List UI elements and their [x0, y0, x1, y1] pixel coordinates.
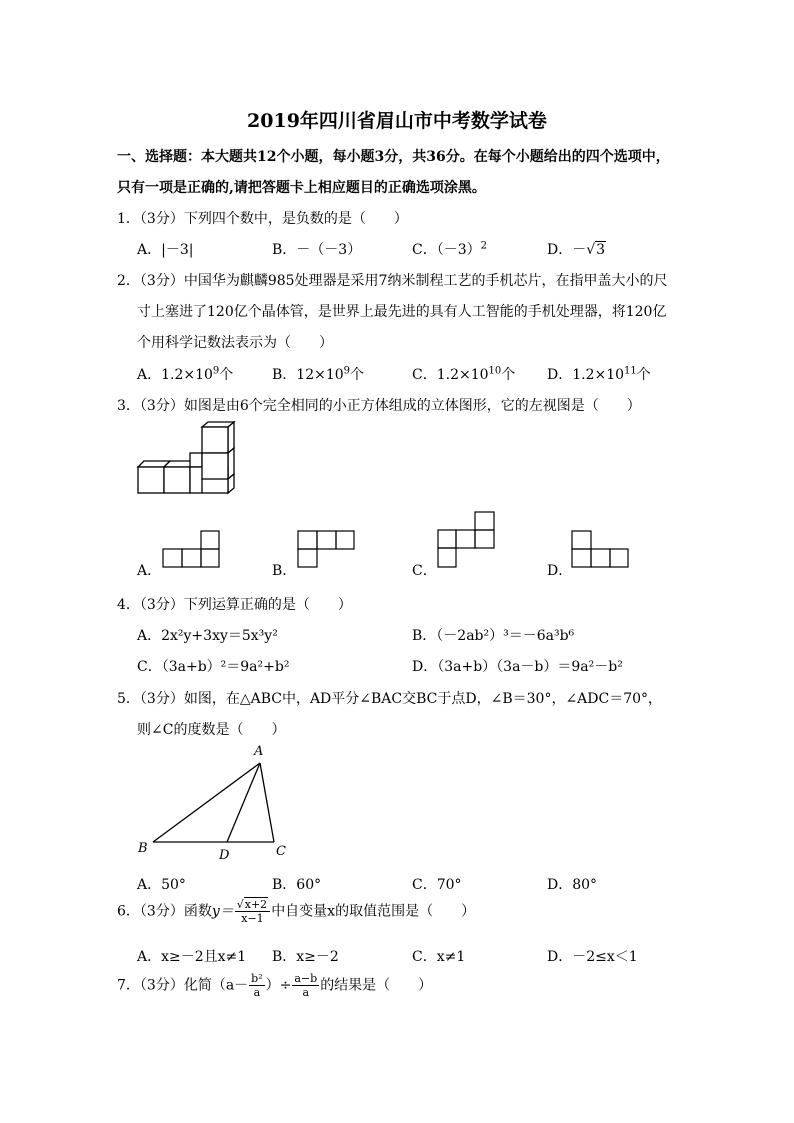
question-7-stem: 7．（3分）化简（a－ $\frac{\text{b²}}{a}$ ）÷ $\frac{a-b}{a}$ 的结果是（ ）	[117, 972, 433, 999]
question-3-stem: 3．（3分）如图是由6个完全相同的小正方体组成的立体图形，它的左视图是（ ）	[117, 398, 641, 414]
q2-option-a: A．$1.2\times 10^9$个	[137, 365, 234, 383]
question-2-line2: 寸上塞进了120亿个晶体管，是世界上最先进的具有人工智能的手机处理器，将120亿	[137, 304, 667, 320]
question-2-line1: 2．（3分）中国华为麒麟985处理器是采用7纳米制程工艺的手机芯片，在指甲盖大小的尺	[117, 273, 668, 289]
question-5-line1: 5．（3分）如图，在△ABC中，AD平分∠BAC交BC于点D，∠B＝30°，∠ADC＝70°，	[117, 691, 663, 707]
cube-solid-figure	[136, 422, 246, 497]
q3-option-a-figure	[162, 530, 220, 568]
q1-option-d: D．－√3	[547, 242, 606, 258]
q3-option-a-label: A．	[137, 563, 162, 579]
q1-option-b: B．－（－3）	[272, 242, 362, 258]
question-1-stem: 1．（3分）下列四个数中，是负数的是（ ）	[117, 211, 408, 227]
vertex-label-c: C	[276, 844, 286, 859]
q3-option-b-label: B．	[272, 563, 297, 579]
q6-fraction: $\frac{√x+2}{x-1}$	[235, 898, 270, 925]
page-title: 2019年四川省眉山市中考数学试卷	[247, 110, 547, 132]
q5-option-d: D．80°	[547, 877, 598, 893]
q7-fraction-1: $\frac{\text{b²}}{a}$	[251, 972, 263, 999]
q5-option-b: B．60°	[272, 877, 322, 893]
q3-option-d-figure	[571, 530, 629, 568]
q4-option-d: D．（3a+b）（3a－b）＝9a²－b²	[412, 659, 623, 675]
q4-option-a: A．2x²y+3xy＝5x³y²	[137, 628, 278, 644]
q5-option-a: A．50°	[137, 877, 186, 893]
q4-option-b: B．（－2ab²）³＝－6a³b⁶	[412, 628, 575, 644]
q7-fraction-2: $\frac{a-b}{a}$	[294, 972, 318, 999]
q6-option-d: D．－2≤x＜1	[547, 949, 638, 965]
q2-option-b: B．$12\times 10^9$个	[272, 365, 365, 383]
vertex-label-a: A	[254, 744, 264, 759]
vertex-label-b: B	[138, 841, 148, 856]
q6-option-b: B．x≥－2	[272, 949, 339, 965]
q1-option-a: A．|－3|	[137, 242, 194, 258]
question-6-stem: 6．（3分）函数y＝ $\frac{√x+2}{x-1}$ 中自变量x的取值范围是（ ）	[117, 898, 476, 925]
triangle-figure	[135, 742, 300, 862]
q2-option-d: D．$1.2\times 10^{11}$个	[547, 365, 651, 383]
question-2-line3: 个用科学记数法表示为（ ）	[137, 335, 333, 351]
q3-option-b-figure	[297, 530, 355, 568]
section-heading-line1: 一、选择题：本大题共12个小题，每小题3分，共36分。在每个小题给出的四个选项中，	[117, 149, 670, 165]
q3-option-c-figure	[437, 511, 495, 568]
q1-option-c: C．$(-3)^2$	[412, 240, 487, 258]
question-5-line2: 则∠C的度数是（ ）	[137, 722, 286, 738]
q4-option-c: C．（3a+b）²＝9a²+b²	[137, 659, 290, 675]
point-label-d: D	[219, 848, 230, 863]
q6-option-a: A．x≥－2且x≠1	[137, 949, 247, 965]
q3-option-d-label: D．	[547, 563, 573, 579]
q6-option-c: C．x≠1	[412, 949, 466, 965]
q3-option-c-label: C．	[412, 563, 437, 579]
question-4-stem: 4．（3分）下列运算正确的是（ ）	[117, 597, 352, 613]
q2-option-c: C．$1.2\times 10^{10}$个	[412, 365, 516, 383]
q5-option-c: C．70°	[412, 877, 462, 893]
section-heading-line2: 只有一项是正确的,请把答题卡上相应题目的正确选项涂黑。	[117, 180, 486, 196]
